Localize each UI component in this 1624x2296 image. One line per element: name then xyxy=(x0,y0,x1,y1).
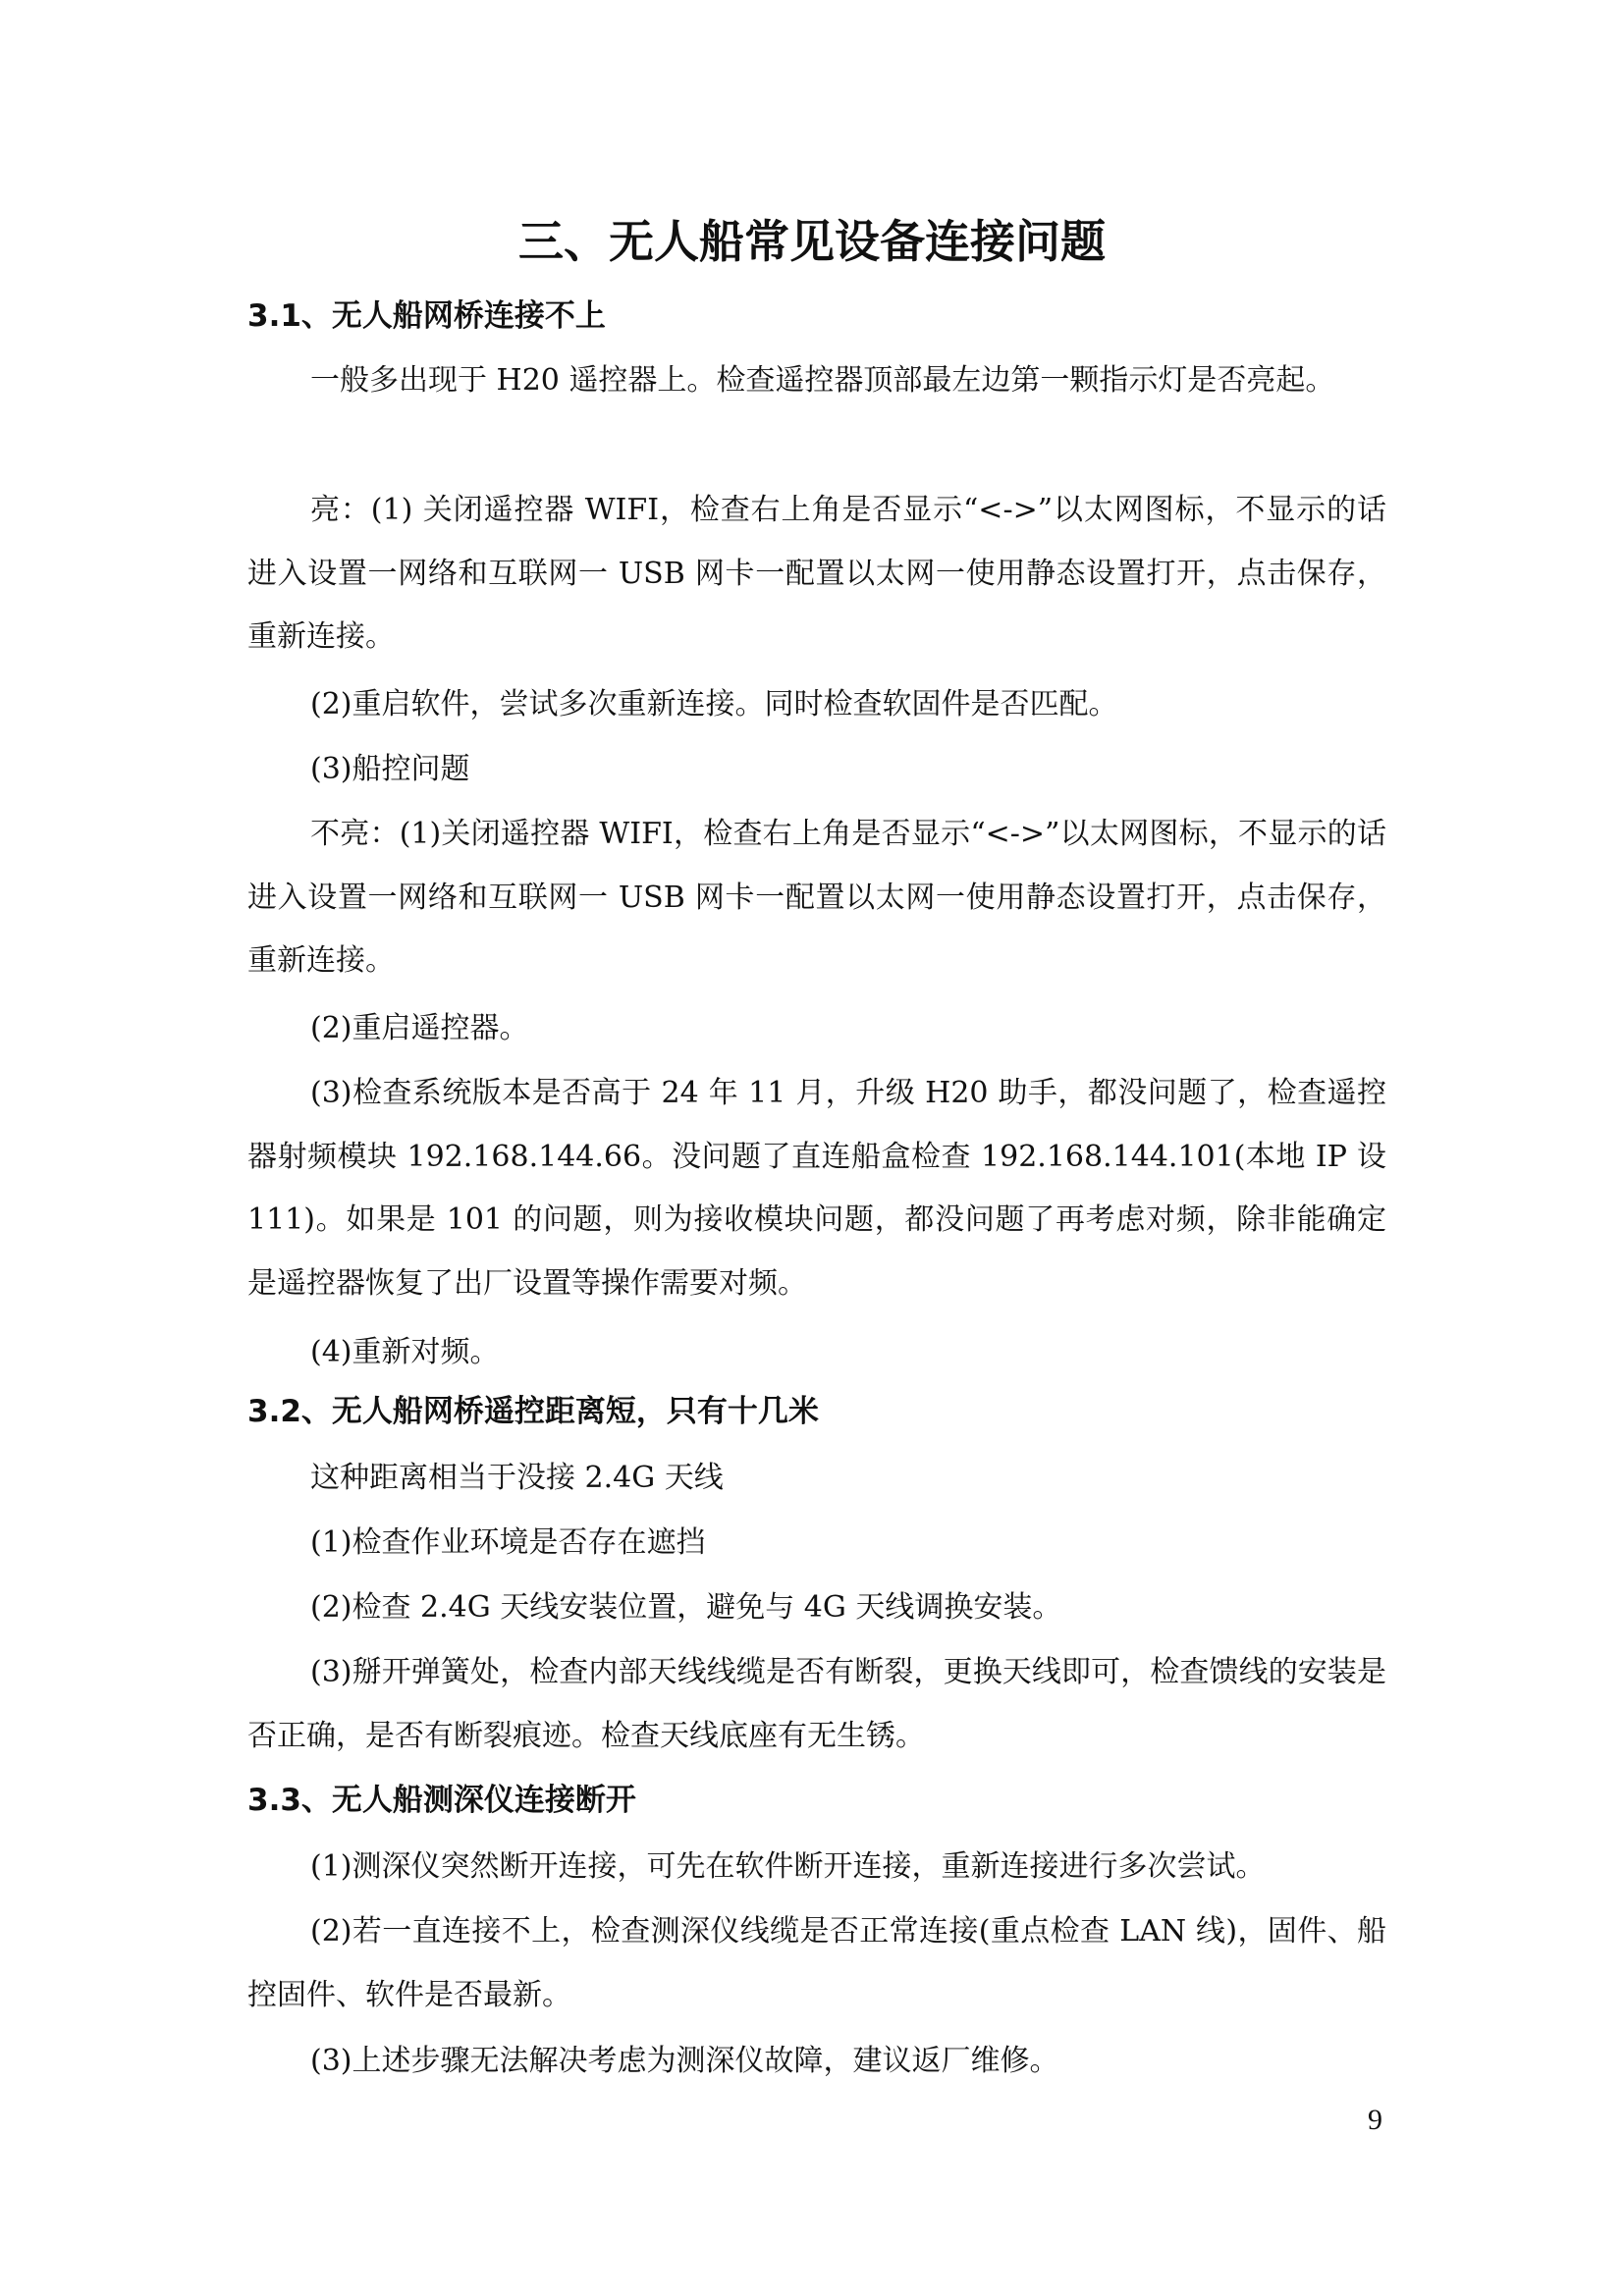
paragraph: (4)重新对频。 xyxy=(310,1335,500,1369)
section-heading-3-1: 3.1、无人船网桥连接不上 xyxy=(247,298,606,334)
paragraph: (3)检查系统版本是否高于 24 年 11 月，升级 H20 助手，都没问题了，检查遥控器射频模块 192.168.144.66。没问题了直连船盒检查 192.168.144.101(本地 IP 设 111)。如果是 101 的问题，则为接收模块问题，都没问题了再考虑对频，除非能确定是遥控器恢复了出厂设置等操作需要对频。 xyxy=(247,1076,1386,1301)
section-heading-3-3: 3.3、无人船测深仪连接断开 xyxy=(247,1783,636,1818)
paragraph: 亮：(1) 关闭遥控器 WIFI，检查右上角是否显示“<->”以太网图标，不显示的话进入设置一网络和互联网一 USB 网卡一配置以太网一使用静态设置打开，点击保存，重新连接。 xyxy=(247,493,1386,654)
paragraph: 这种距离相当于没接 2.4G 天线 xyxy=(310,1461,724,1495)
paragraph: (2)重启软件，尝试多次重新连接。同时检查软固件是否匹配。 xyxy=(310,687,1118,721)
paragraph: (2)若一直连接不上，检查测深仪线缆是否正常连接(重点检查 LAN 线)，固件、船控固件、软件是否最新。 xyxy=(247,1914,1386,2012)
paragraph: 一般多出现于 H20 遥控器上。检查遥控器顶部最左边第一颗指示灯是否亮起。 xyxy=(310,363,1335,398)
page-title: 三、无人船常见设备连接问题 xyxy=(518,215,1106,268)
paragraph: (1)检查作业环境是否存在遮挡 xyxy=(310,1525,706,1560)
paragraph: (1)测深仪突然断开连接，可先在软件断开连接，重新连接进行多次尝试。 xyxy=(310,1849,1266,1884)
paragraph: (3)上述步骤无法解决考虑为测深仪故障，建议返厂维修。 xyxy=(310,2044,1059,2078)
paragraph: (2)重启遥控器。 xyxy=(310,1011,529,1045)
section-heading-3-2: 3.2、无人船网桥遥控距离短，只有十几米 xyxy=(247,1394,819,1429)
paragraph: (2)检查 2.4G 天线安装位置，避免与 4G 天线调换安装。 xyxy=(310,1590,1062,1625)
page-number: 9 xyxy=(1368,2104,1382,2136)
paragraph: (3)船控问题 xyxy=(310,752,470,786)
paragraph: (3)掰开弹簧处，检查内部天线线缆是否有断裂，更换天线即可，检查馈线的安装是否正确，是否有断裂痕迹。检查天线底座有无生锈。 xyxy=(247,1655,1386,1753)
paragraph: 不亮：(1)关闭遥控器 WIFI，检查右上角是否显示“<->”以太网图标，不显示的话进入设置一网络和互联网一 USB 网卡一配置以太网一使用静态设置打开，点击保存，重新连接。 xyxy=(247,817,1386,978)
